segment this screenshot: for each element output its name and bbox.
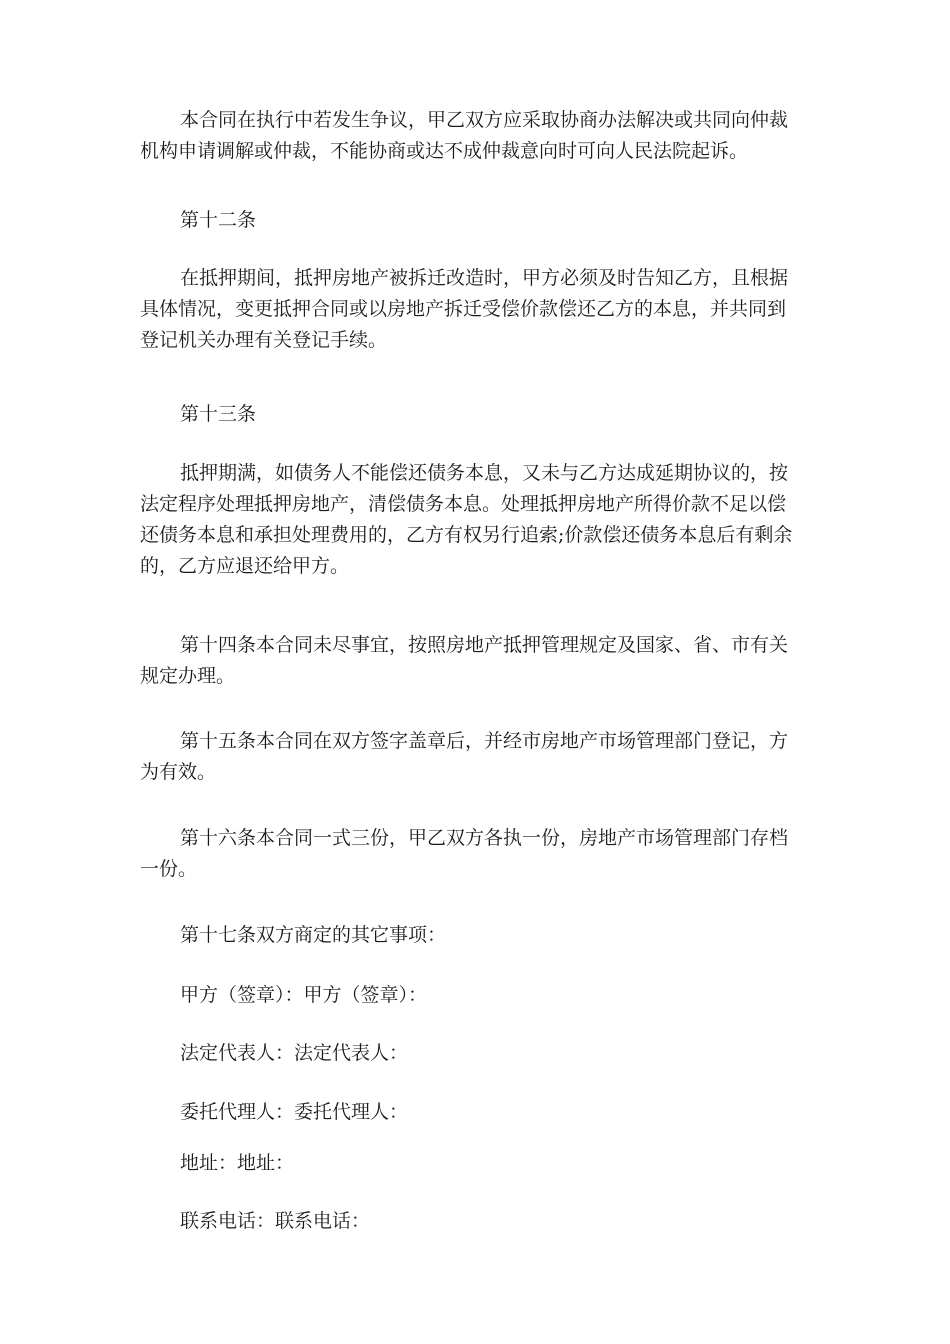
article-13-heading — [140, 399, 810, 430]
paragraph-article-15 — [140, 726, 810, 788]
signature-phone — [140, 1206, 810, 1237]
paragraph-line: 还债务本息和承担处理费用的，乙方有权另行追索;价款偿还债务本息后有剩余 — [140, 524, 793, 546]
signature-text: 地址：地址： — [180, 1152, 295, 1174]
paragraph-line: 规定办理。 — [140, 665, 236, 687]
paragraph-article-13 — [140, 458, 810, 582]
paragraph-line: 抵押期满，如债务人不能偿还债务本息，又未与乙方达成延期协议的，按 — [180, 462, 789, 484]
signature-text: 委托代理人：委托代理人： — [180, 1101, 409, 1123]
paragraph-line: 一份。 — [140, 858, 198, 880]
paragraph-line: 第十五条本合同在双方签字盖章后，并经市房地产市场管理部门登记，方 — [180, 730, 789, 752]
signature-text: 甲方（签章）：甲方（签章）： — [180, 984, 428, 1006]
signature-legal-representative — [140, 1038, 810, 1069]
paragraph-line: 本合同在执行中若发生争议，甲乙双方应采取协商办法解决或共同向仲裁 — [180, 109, 789, 131]
paragraph-line: 机构申请调解或仲裁，不能协商或达不成仲裁意向时可向人民法院起诉。 — [140, 140, 749, 162]
paragraph-line: 为有效。 — [140, 761, 217, 783]
paragraph-line: 的，乙方应退还给甲方。 — [140, 555, 350, 577]
heading-text: 第十三条 — [180, 403, 257, 425]
paragraph-article-17 — [140, 920, 810, 951]
signature-party — [140, 980, 810, 1011]
signature-text: 法定代表人：法定代表人： — [180, 1042, 409, 1064]
signature-text: 联系电话：联系电话： — [180, 1210, 371, 1232]
paragraph-line: 第十六条本合同一式三份，甲乙双方各执一份，房地产市场管理部门存档 — [180, 827, 789, 849]
heading-text: 第十二条 — [180, 209, 257, 231]
paragraph-article-16 — [140, 823, 810, 885]
paragraph-line: 具体情况，变更抵押合同或以房地产拆迁受偿价款偿还乙方的本息，并共同到 — [140, 298, 787, 320]
paragraph-line: 登记机关办理有关登记手续。 — [140, 329, 388, 351]
paragraph-line: 第十四条本合同未尽事宜，按照房地产抵押管理规定及国家、省、市有关 — [180, 634, 789, 656]
paragraph-dispute — [140, 105, 810, 167]
paragraph-line: 法定程序处理抵押房地产，清偿债务本息。处理抵押房地产所得价款不足以偿 — [140, 493, 787, 515]
paragraph-article-14 — [140, 630, 810, 692]
article-12-heading — [140, 205, 810, 236]
signature-agent — [140, 1097, 810, 1128]
paragraph-line: 在抵押期间，抵押房地产被拆迁改造时，甲方必须及时告知乙方，且根据 — [180, 267, 789, 289]
signature-address — [140, 1148, 810, 1179]
paragraph-article-12 — [140, 263, 810, 356]
paragraph-line: 第十七条双方商定的其它事项： — [180, 924, 447, 946]
